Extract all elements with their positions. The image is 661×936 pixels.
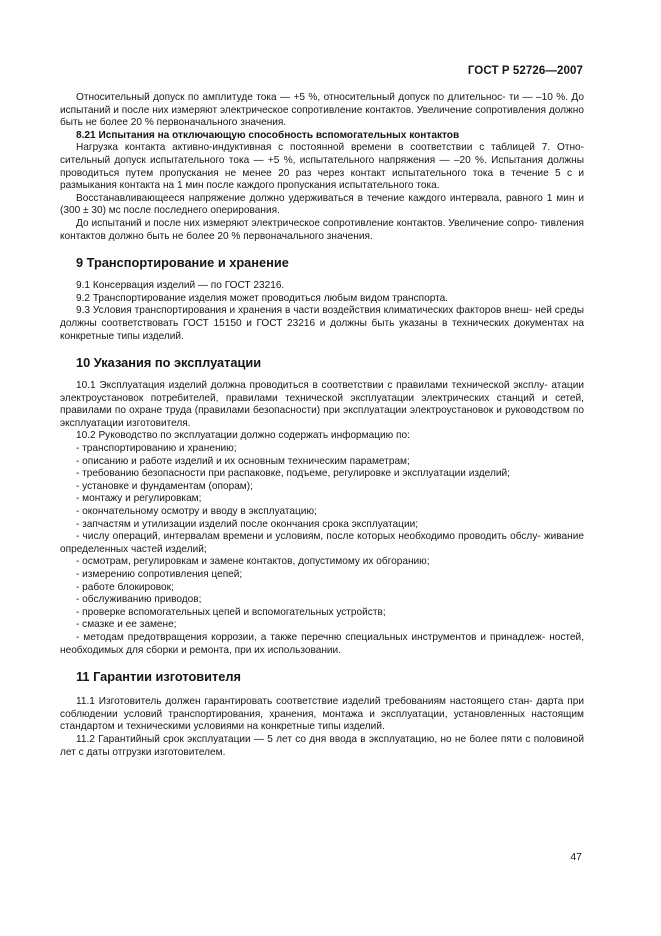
list-item: - работе блокировок; <box>76 581 174 593</box>
section-heading-11: 11 Гарантии изготовителя <box>76 669 242 685</box>
list-item: - осмотрам, регулировкам и замене контактов, допустимому их обгоранию; <box>76 556 430 568</box>
document-id: ГОСТ Р 52726—2007 <box>467 65 583 77</box>
list-item: - методам предотвращения коррозии, а также перечню специальных инструментов и принадлеж- ностей, необходимых для сборки и ремонта, при их использовании. <box>60 631 584 656</box>
list-item: - транспортированию и хранению; <box>76 443 237 455</box>
clause-heading-8-21: 8.21 Испытания на отключающую способность вспомогательных контактов <box>76 129 460 141</box>
list-item: - обслуживанию приводов; <box>76 594 202 606</box>
section-heading-9: 9 Транспортирование и хранение <box>76 255 289 271</box>
clause-9-2: 9.2 Транспортирование изделия может проводиться любым видом транспорта. <box>76 292 449 304</box>
list-item: - проверке вспомогательных цепей и вспомогательных устройств; <box>76 606 386 618</box>
clause-9-3: 9.3 Условия транспортирования и хранения в части воздействия климатических факторов внеш- ней среды должны соответствовать ГОСТ 15150 и ГОСТ 23216 и должны быть указаны в технических документах на конкретные типы изделий. <box>60 305 584 342</box>
paragraph: Относительный допуск по амплитуде тока — +5 %, относительный допуск по длительнос- ти — –10 %. До испытаний и после них измеряют электрическое сопротивление контактов. Увеличение сопротивления должно быть не более 20 % первоначального значения. <box>60 92 584 129</box>
list-item: - числу операций, интервалам времени и условиям, после которых необходимо проводить обслу- живание определенных частей изделий; <box>60 531 584 555</box>
list-item: - окончательному осмотру и вводу в эксплуатацию; <box>76 506 317 518</box>
page-body <box>60 92 584 759</box>
paragraph: Нагрузка контакта активно-индуктивная с постоянной времени в соответствии с таблицей 7. Отно- сительный допуск испытательного тока — +5 %, испытательного напряжения — –20 %. Испытания должны проводиться путем пропускания не менее 20 раз через контакт испытательного тока в течение 5 с и размыкания контакта на 1 мин после каждого пропускания испытательного тока. <box>60 142 584 192</box>
clause-11-2: 11.2 Гарантийный срок эксплуатации — 5 лет со дня ввода в эксплуатацию, но не более пяти с половиной лет с даты отгрузки изготовителем. <box>60 733 584 758</box>
clause-10-1: 10.1 Эксплуатация изделий должна проводиться в соответствии с правилами технической эксплу- атации электроустановок потребителей, правилами технической эксплуатации электрических станций и сетей, правилами по охране труда (правилами безопасности) при эксплуатации электроустановок и руководством по эксплуатации изготовителя. <box>60 380 584 429</box>
list-item: - запчастям и утилизации изделий после окончания срока эксплуатации; <box>76 518 419 530</box>
list-item: - установке и фундаментам (опорам); <box>76 480 253 492</box>
clause-9-1: 9.1 Консервация изделий — по ГОСТ 23216. <box>76 280 285 292</box>
list-item: - описанию и работе изделий и их основным техническим параметрам; <box>76 455 410 467</box>
clause-10-2: 10.2 Руководство по эксплуатации должно содержать информацию по: <box>76 430 410 442</box>
list-item: - монтажу и регулировкам; <box>76 493 202 505</box>
list-item: - измерению сопротивления цепей; <box>76 569 243 580</box>
list-item: - требованию безопасности при распаковке, подъеме, регулировке и эксплуатации изделий; <box>76 468 510 480</box>
section-heading-10: 10 Указания по эксплуатации <box>76 355 262 371</box>
paragraph: Восстанавливающееся напряжение должно удерживаться в течение каждого интервала, равного 1 мин и (300 ± 30) мс после последнего оперирования. <box>60 192 584 217</box>
clause-11-1: 11.1 Изготовитель должен гарантировать соответствие изделий требованиям настоящего стан- дарта при соблюдении условий транспортирования, хранения, монтажа и эксплуатации, установленных настоящим стандартом и техническими условиями на конкретные типы изделий. <box>60 696 584 733</box>
paragraph: До испытаний и после них измеряют электрическое сопротивление контактов. Увеличение сопро- тивления контактов должно быть не более 20 % первоначального значения. <box>60 217 584 242</box>
list-item: - смазке и ее замене; <box>76 619 177 631</box>
page-number: 47 <box>570 851 582 863</box>
